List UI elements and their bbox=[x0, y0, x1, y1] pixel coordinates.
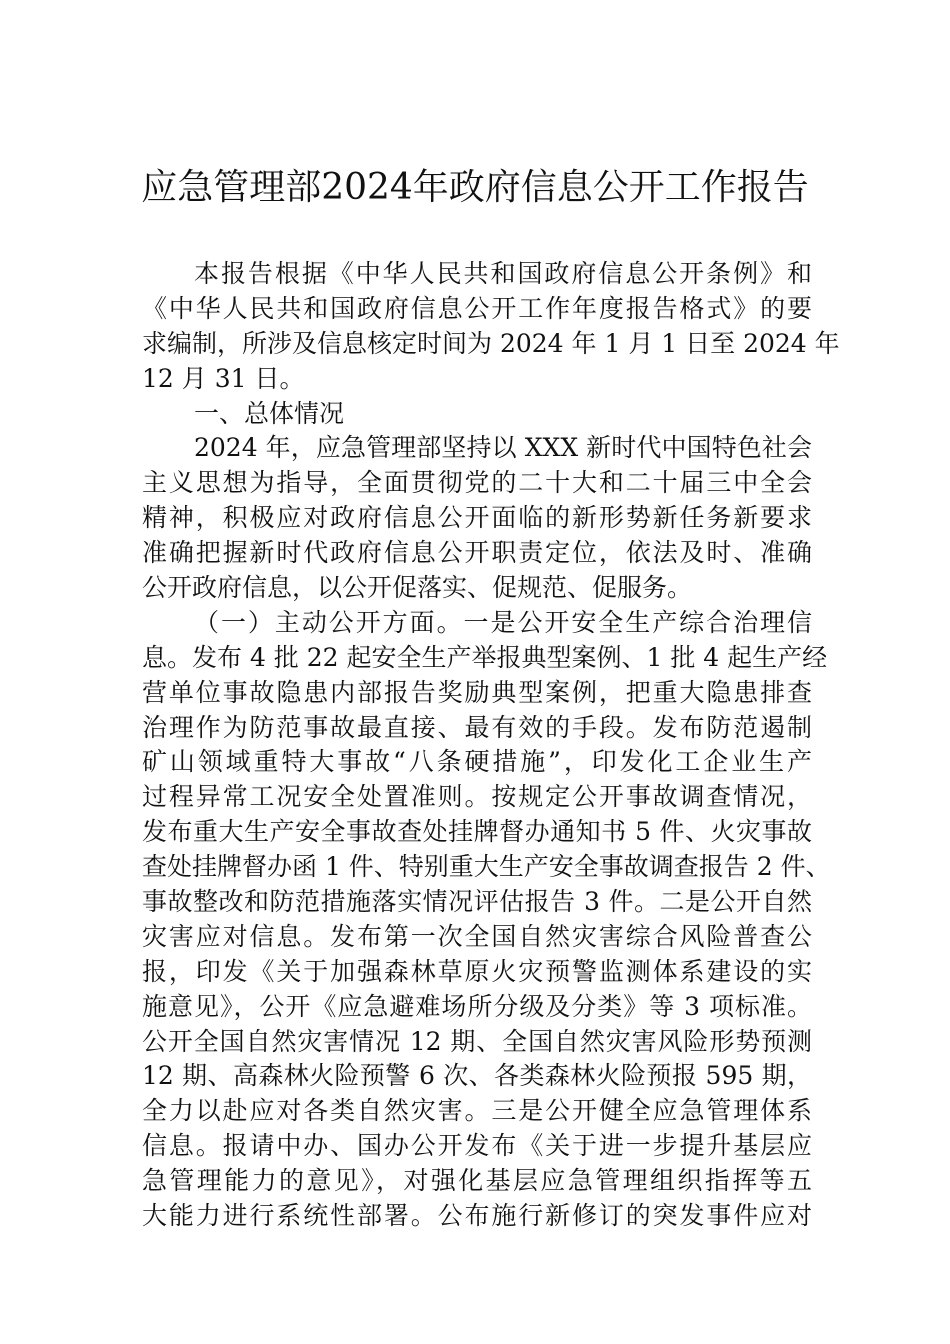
text-line: 过程异常工况安全处置准则。按规定公开事故调查情况， bbox=[142, 782, 812, 812]
text-line: 报，印发《关于加强森林草原火灾预警监测体系建设的实 bbox=[142, 956, 812, 986]
text-line: 急管理能力的意见》，对强化基层应急管理组织指挥等五 bbox=[142, 1166, 812, 1196]
document-title: 应急管理部2024年政府信息公开工作报告 bbox=[141, 167, 809, 208]
text-line: 施意见》，公开《应急避难场所分级及分类》等 3 项标准。 bbox=[142, 991, 812, 1021]
text-line: 矿山领域重特大事故“八条硬措施”，印发化工企业生产 bbox=[142, 747, 812, 777]
text-line: 求编制，所涉及信息核定时间为 2024 年 1 月 1 日至 2024 年 bbox=[142, 328, 840, 358]
text-line: 灾害应对信息。发布第一次全国自然灾害综合风险普查公 bbox=[142, 921, 812, 951]
text-line: 一、总体情况 bbox=[194, 398, 345, 428]
text-line: 息。发布 4 批 22 起安全生产举报典型案例、1 批 4 起生产经 bbox=[142, 642, 828, 672]
text-line: （一）主动公开方面。一是公开安全生产综合治理信 bbox=[194, 607, 812, 637]
text-line: 公开政府信息，以公开促落实、促规范、促服务。 bbox=[142, 573, 693, 603]
text-line: 2024 年，应急管理部坚持以 XXX 新时代中国特色社会 bbox=[194, 433, 812, 463]
text-line: 全力以赴应对各类自然灾害。三是公开健全应急管理体系 bbox=[142, 1096, 812, 1126]
text-line: 本报告根据《中华人民共和国政府信息公开条例》和 bbox=[194, 259, 812, 288]
text-line: 12 期、高森林火险预警 6 次、各类森林火险预报 595 期， bbox=[142, 1061, 812, 1091]
text-line: 查处挂牌督办函 1 件、特别重大生产安全事故调查报告 2 件、 bbox=[142, 852, 831, 882]
text-line: 精神，积极应对政府信息公开面临的新形势新任务新要求 bbox=[142, 503, 812, 533]
text-line: 发布重大生产安全事故查处挂牌督办通知书 5 件、火灾事故 bbox=[142, 817, 812, 847]
text-line: 准确把握新时代政府信息公开职责定位，依法及时、准确 bbox=[142, 538, 812, 568]
text-line: 营单位事故隐患内部报告奖励典型案例，把重大隐患排查 bbox=[142, 677, 812, 707]
text-line: 事故整改和防范措施落实情况评估报告 3 件。二是公开自然 bbox=[142, 887, 812, 917]
text-line: 12 月 31 日。 bbox=[142, 363, 305, 393]
text-line: 公开全国自然灾害情况 12 期、全国自然灾害风险形势预测 bbox=[142, 1026, 812, 1056]
text-line: 信息。报请中办、国办公开发布《关于进一步提升基层应 bbox=[142, 1131, 812, 1161]
text-line: 大能力进行系统性部署。公布施行新修订的突发事件应对 bbox=[142, 1201, 812, 1231]
text-line: 治理作为防范事故最直接、最有效的手段。发布防范遏制 bbox=[142, 712, 812, 742]
text-line: 《中华人民共和国政府信息公开工作年度报告格式》的要 bbox=[142, 293, 812, 323]
text-line: 主义思想为指导，全面贯彻党的二十大和二十届三中全会 bbox=[142, 468, 812, 498]
document-body bbox=[142, 257, 840, 1234]
